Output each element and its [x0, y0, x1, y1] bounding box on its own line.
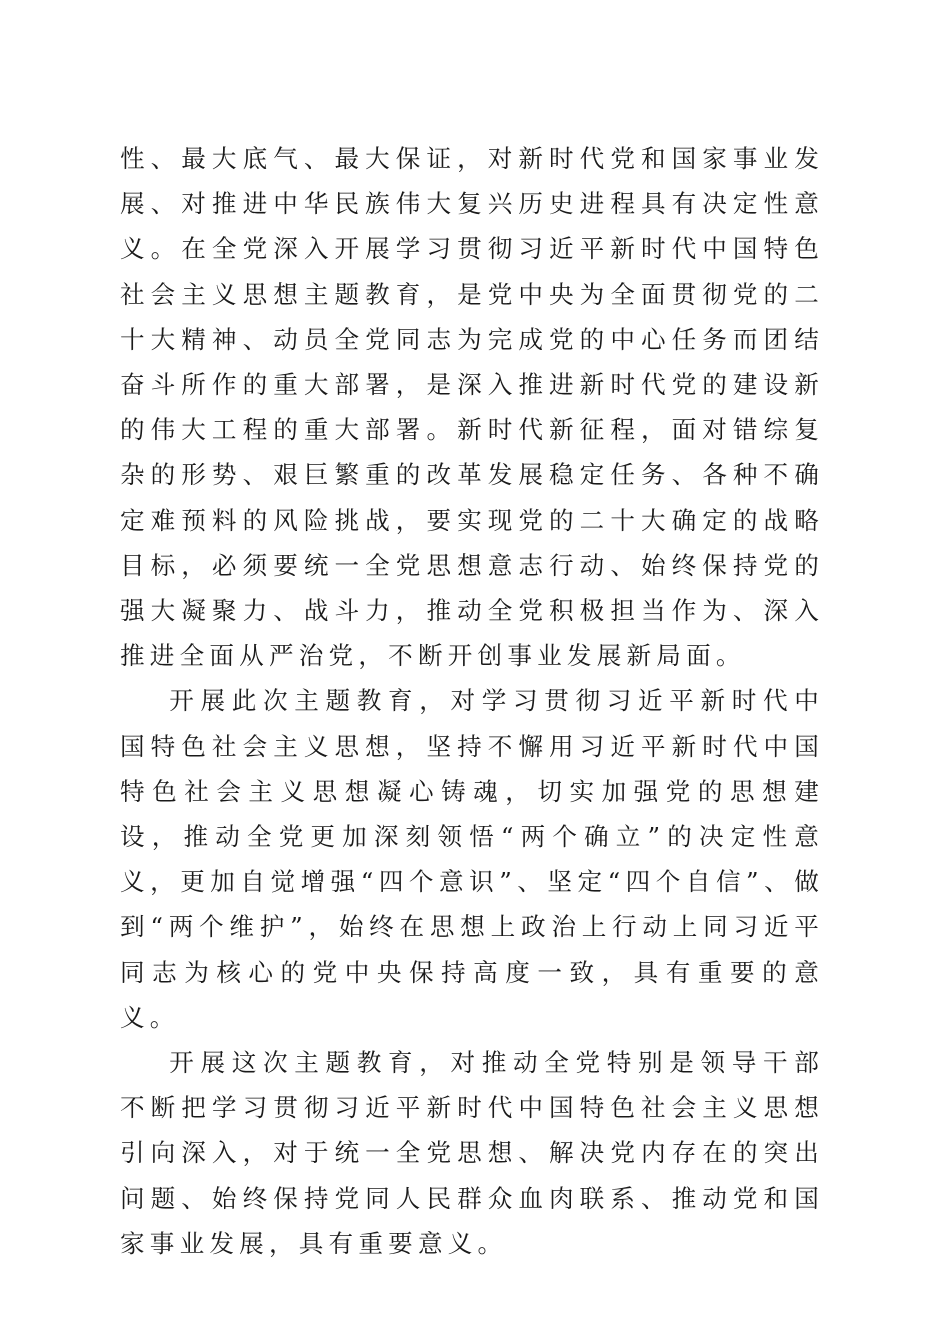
document-body	[120, 136, 824, 1266]
paragraph-continuation: 性、最大底气、最大保证，对新时代党和国家事业发展、对推进中华民族伟大复兴历史进程具有决定性意义。在全党深入开展学习贯彻习近平新时代中国特色社会主义思想主题教育，是党中央为全面贯彻党的二十大精神、动员全党同志为完成党的中心任务而团结奋斗所作的重大部署，是深入推进新时代党的建设新的伟大工程的重大部署。新时代新征程，面对错综复杂的形势、艰巨繁重的改革发展稳定任务、各种不确定难预料的风险挑战，要实现党的二十大确定的战略目标，必须要统一全党思想意志行动、始终保持党的强大凝聚力、战斗力，推动全党积极担当作为、深入推进全面从严治党，不断开创事业发展新局面。	[120, 144, 824, 671]
paragraph-theme-education-significance: 开展此次主题教育，对学习贯彻习近平新时代中国特色社会主义思想，坚持不懈用习近平新时代中国特色社会主义思想凝心铸魂，切实加强党的思想建设，推动全党更加深刻领悟“两个确立”的决定性意义，更加自觉增强“四个意识”、坚定“四个自信”、做到“两个维护”，始终在思想上政治上行动上同习近平同志为核心的党中央保持高度一致，具有重要的意义。	[120, 686, 824, 1032]
paragraph-theme-education-importance: 开展这次主题教育，对推动全党特别是领导干部不断把学习贯彻习近平新时代中国特色社会主义思想引向深入，对于统一全党思想、解决党内存在的突出问题、始终保持党同人民群众血肉联系、推动党和国家事业发展，具有重要意义。	[120, 1048, 824, 1258]
